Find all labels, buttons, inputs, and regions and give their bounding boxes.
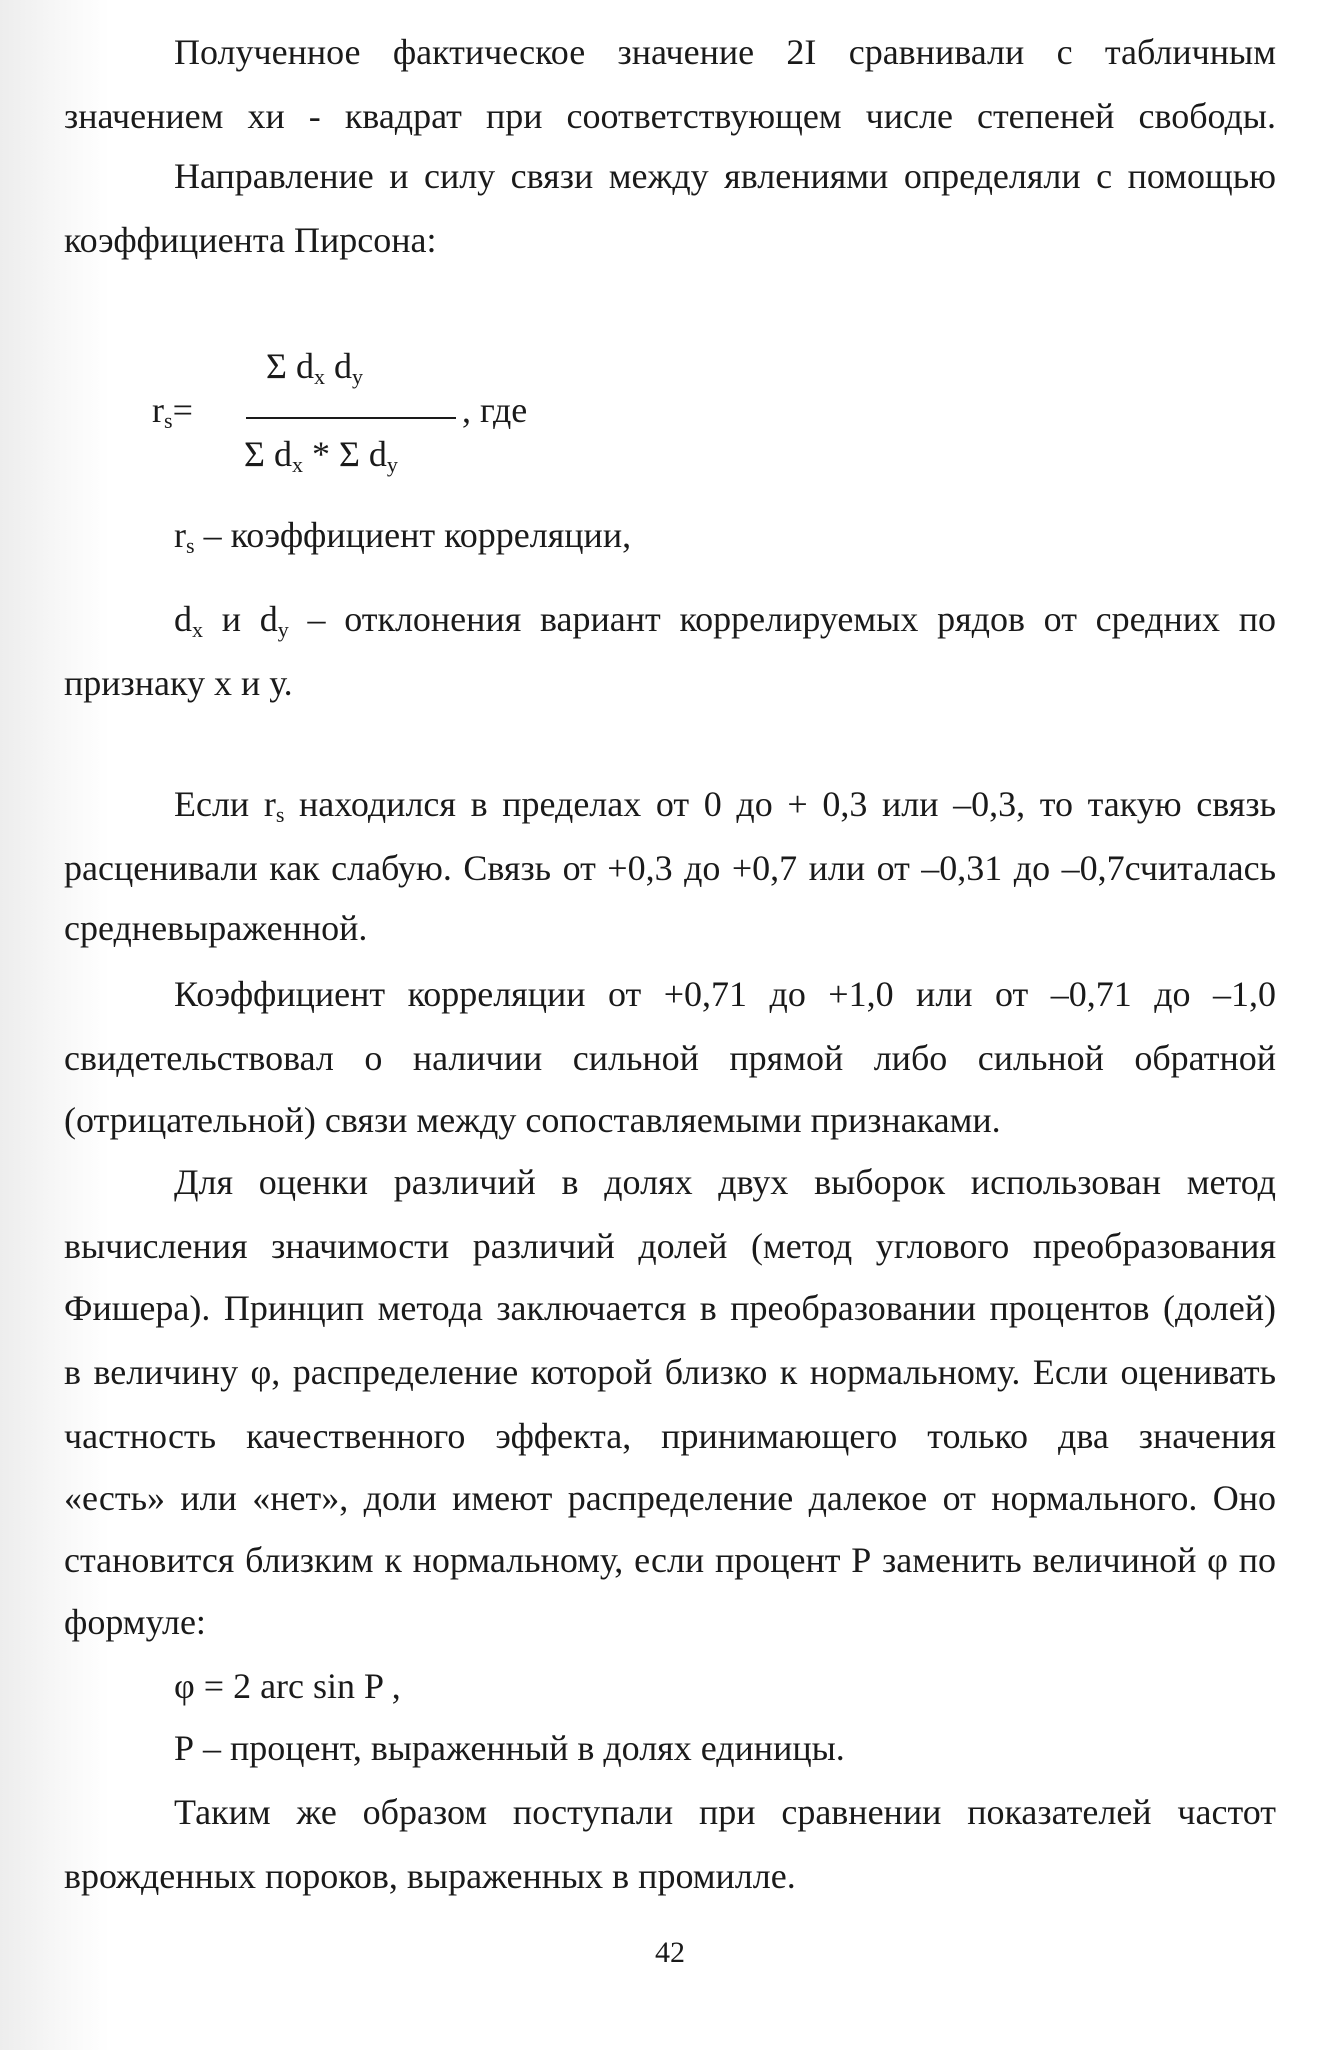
numerator-subscript-x: x bbox=[313, 364, 325, 389]
p3-subscript-s: s bbox=[275, 802, 285, 827]
formula-where: , где bbox=[462, 390, 528, 430]
paragraph-5-line-6: «есть» или «нет», доли имеют распределение далекое от нормального. Оно bbox=[64, 1478, 1276, 1518]
lhs-r: r bbox=[152, 390, 164, 430]
formula-denominator bbox=[244, 432, 398, 476]
lhs-subscript-s: s bbox=[164, 408, 173, 433]
formula-phi-definition: Р – процент, выраженный в долях единицы. bbox=[174, 1728, 845, 1768]
numerator-d: d bbox=[324, 346, 352, 386]
numerator-sum: Σ d bbox=[266, 346, 314, 386]
paragraph-5-line-1: Для оценки различий в долях двух выборок использован метод bbox=[174, 1162, 1276, 1202]
formula-phi: φ = 2 arc sin P , bbox=[174, 1666, 401, 1706]
def-and-d: и d bbox=[203, 599, 278, 639]
fraction-bar bbox=[246, 417, 456, 419]
def-rs-text: – коэффициент корреляции, bbox=[194, 515, 632, 555]
paragraph-2-line-1: Направление и силу связи между явлениями определяли с помощью bbox=[174, 156, 1276, 196]
def-r: r bbox=[174, 515, 186, 555]
paragraph-1-line-1: Полученное фактическое значение 2I сравнивали с табличным bbox=[174, 32, 1276, 72]
definition-rs bbox=[174, 513, 1276, 557]
paragraph-4-line-1: Коэффициент корреляции от +0,71 до +1,0 или от –0,71 до –1,0 bbox=[174, 974, 1276, 1014]
paragraph-3-line-3: средневыраженной. bbox=[64, 908, 368, 948]
numerator-subscript-y: y bbox=[351, 364, 363, 389]
definition-d-line-2: признаку х и у. bbox=[64, 663, 293, 703]
lhs-equals: = bbox=[172, 390, 193, 430]
def-d: d bbox=[174, 599, 192, 639]
paragraph-5-line-4: в величину φ, распределение которой близко к нормальному. Если оценивать bbox=[64, 1352, 1276, 1392]
paragraph-4-line-3: (отрицательной) связи между сопоставляемыми признаками. bbox=[64, 1100, 1001, 1140]
paragraph-3-line-1 bbox=[174, 782, 1276, 826]
def-subscript-x: x bbox=[192, 617, 203, 642]
formula-numerator bbox=[266, 344, 363, 388]
paragraph-5-line-5: частность качественного эффекта, принимающего только два значения bbox=[64, 1416, 1276, 1456]
paragraph-6-line-1: Таким же образом поступали при сравнении показателей частот bbox=[174, 1792, 1276, 1832]
formula-lhs bbox=[152, 388, 193, 432]
denominator-sum: Σ d bbox=[244, 434, 292, 474]
denominator-subscript-y: y bbox=[386, 452, 398, 477]
definition-d-line-1 bbox=[174, 597, 1276, 641]
paragraph-4-line-2: свидетельствовал о наличии сильной прямой либо сильной обратной bbox=[64, 1038, 1276, 1078]
paragraph-3-line-2: расценивали как слабую. Связь от +0,3 до +0,7 или от –0,31 до –0,7считалась bbox=[64, 848, 1276, 888]
document-page bbox=[64, 0, 1276, 2050]
paragraph-5-line-3: Фишера). Принцип метода заключается в преобразовании процентов (долей) bbox=[64, 1288, 1276, 1328]
def-subscript-s: s bbox=[186, 533, 195, 558]
paragraph-1-line-2: значением хи - квадрат при соответствующем числе степеней свободы. bbox=[64, 96, 1276, 136]
paragraph-2-line-2: коэффициента Пирсона: bbox=[64, 220, 437, 260]
def-subscript-y: y bbox=[277, 617, 289, 642]
paragraph-6-line-2: врожденных пороков, выраженных в промилле. bbox=[64, 1856, 796, 1896]
paragraph-5-line-7: становится близким к нормальному, если процент Р заменить величиной φ по bbox=[64, 1540, 1276, 1580]
p3-text-a: Если r bbox=[174, 784, 276, 824]
page-number: 42 bbox=[655, 1936, 685, 1969]
paragraph-5-line-2: вычисления значимости различий долей (метод углового преобразования bbox=[64, 1226, 1276, 1266]
def-d-text: – отклонения вариант коррелируемых рядов от средних по bbox=[288, 599, 1276, 639]
denominator-mult: * Σ d bbox=[302, 434, 387, 474]
p3-text-b: находился в пределах от 0 до + 0,3 или –0,3, то такую связь bbox=[284, 784, 1276, 824]
denominator-subscript-x: x bbox=[291, 452, 303, 477]
paragraph-5-line-8: формуле: bbox=[64, 1602, 206, 1642]
